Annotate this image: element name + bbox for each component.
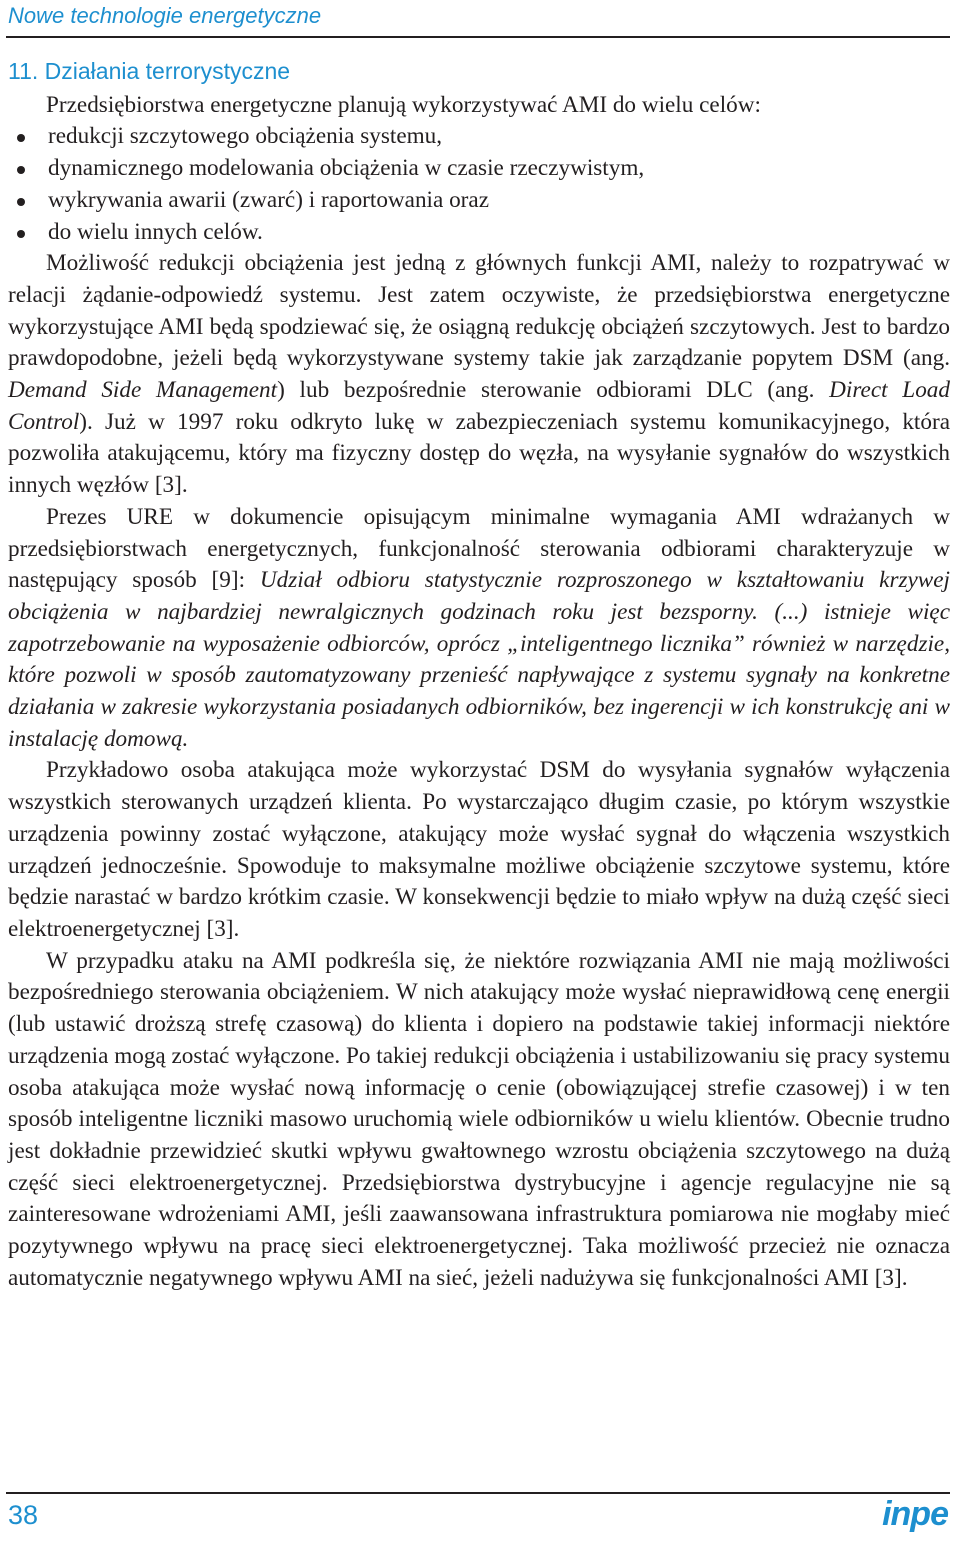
- term-dsm: Demand Side Management: [8, 377, 278, 404]
- header-divider: [6, 36, 950, 38]
- paragraph-load-reduction: [8, 248, 950, 502]
- bullet-icon: [17, 134, 25, 142]
- paragraph-ure-quote: [8, 502, 950, 756]
- footer-divider: [6, 1492, 950, 1494]
- bullet-list: [8, 121, 950, 248]
- list-item: [48, 217, 950, 249]
- text-run: Prezes URE w dokumencie opisującym minimalne wymagania AMI wdrażanych w przedsiębiorstwach energetycznych, funkcjonalność sterowania odbiorami charakteryzuje w następujący sposób [9]:: [8, 503, 950, 594]
- publisher-logo: inpe: [882, 1495, 948, 1533]
- bullet-icon: [17, 230, 25, 238]
- bullet-icon: [17, 166, 25, 174]
- paragraph-ami-attack: W przypadku ataku na AMI podkreśla się, że niektóre rozwiązania AMI nie mają możliwości bezpośredniego sterowania obciążeniem. W nich atakujący może wysłać nieprawidłową cenę energii (lub ustawić droższą strefę czasową) do klienta i dopiero na podstawie takiej informacji niektóre urządzenia mogą zostać wyłączone. Po takiej redukcji obciążenia i ustabilizowaniu się pracy systemu osoba atakująca może wysłać nową informację o cenie (obowiązującej strefie czasowej) i w ten sposób inteligentne liczniki masowo uruchomią wiele odbiorników u wielu klientów. Obecnie trudno jest dokładnie przewidzieć skutki wpływu gwałtownego wzrostu obciążenia szczytowego na dużą część sieci elektroenergetycznej. Przedsiębiorstwa dystrybucyjne i agencje regulacyjne nie są zainteresowane wdrożeniami AMI, jeśli zaawansowana infrastruktura pomiarowa nie mogłaby mieć pozytywnego wpływu na pracę sieci elektroenergetycznej. Taka możliwość przecież nie oznacza automatycznie negatywnego wpływu AMI na sieć, jeżeli nadużywa się funkcjonalności AMI [3].: [8, 947, 950, 1291]
- section-heading: 11. Działania terrorystyczne: [8, 58, 291, 84]
- page-body: [8, 52, 950, 1294]
- running-header: Nowe technologie energetyczne: [8, 3, 322, 28]
- paragraph-attack-example: Przykładowo osoba atakująca może wykorzystać DSM do wysyłania sygnałów wyłączenia wszystkich sterowanych urządzeń klienta. Po wystarczająco długim czasie, po którym wszystkie urządzenia powinny zostać wyłączone, atakujący może wysłać sygnał do włączenia wszystkich urządzeń jednocześnie. Spowoduje to maksymalne możliwe obciążenie szczytowe systemu, które będzie narastać w bardzo krótkim czasie. W konsekwencji będzie to miało wpływ na dużą część sieci elektroenergetycznej [3].: [8, 757, 950, 942]
- intro-paragraph: Przedsiębiorstwa energetyczne planują wykorzystywać AMI do wielu celów:: [46, 91, 761, 118]
- text-run: ). Już w 1997 roku odkryto lukę w zabezpieczeniach systemu komunikacyjnego, która pozwoliła atakującemu, który ma fizyczny dostęp do węzła, na wysyłanie sygnałów do wszystkich innych węzłów [3].: [8, 408, 950, 499]
- list-item-text: redukcji szczytowego obciążenia systemu,: [48, 123, 443, 150]
- text-run: ) lub bezpośrednie sterowanie odbiorami DLC (ang.: [277, 377, 830, 404]
- text-run: Możliwość redukcji obciążenia jest jedną z głównych funkcji AMI, należy to rozpatrywać w relacji żądanie-odpowiedź systemu. Jest zatem oczywiste, że przedsiębiorstwa energetyczne wykorzystujące AMI będą spodziewać się, że osiągną redukcję obciążeń szczytowych. Jest to bardzo prawdopodobne, jeżeli będą wykorzystywane systemy takie jak zarządzanie popytem DSM (ang.: [8, 250, 950, 372]
- quote-text: Udział odbioru statystycznie rozproszonego w kształtowaniu krzywej obciążenia w najbardziej newralgicznych godzinach roku jest bezsporny. (...) istnieje więc zapotrzebowanie na wyposażenie odbiorców, oprócz „inteligentnego licznika” również w narzędzie, które pozwoli w sposób zautomatyzowany przenieść napływające z systemu sygnały na konkretne działania w zakresie wykorzystania posiadanych odbiorników, bez ingerencji w ich konstrukcję ani w instalację domową.: [8, 567, 951, 752]
- list-item: [48, 153, 950, 185]
- page-number: 38: [8, 1500, 39, 1530]
- list-item-text: wykrywania awarii (zwarć) i raportowania oraz: [48, 186, 489, 213]
- bullet-icon: [17, 198, 25, 206]
- list-item: [48, 185, 950, 217]
- list-item: [48, 121, 950, 153]
- list-item-text: do wielu innych celów.: [48, 218, 263, 245]
- list-item-text: dynamicznego modelowania obciążenia w czasie rzeczywistym,: [48, 155, 645, 182]
- term-dlc: Direct Load Control: [8, 377, 950, 435]
